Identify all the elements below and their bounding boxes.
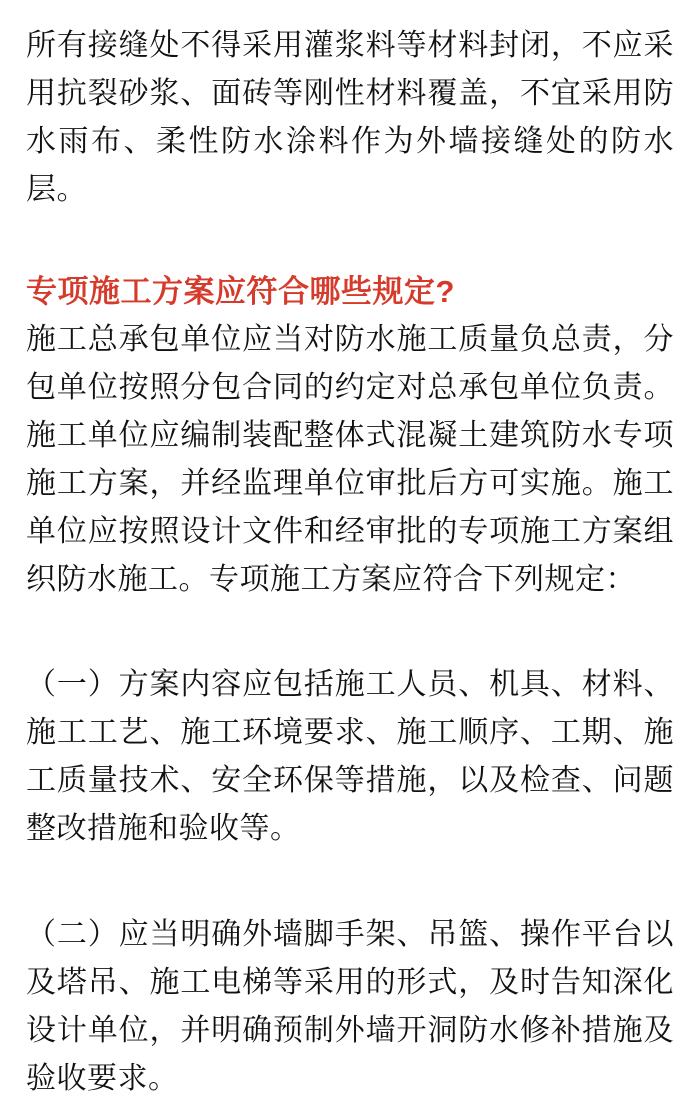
list-item-two: （二）应当明确外墙脚手架、吊篮、操作平台以及塔吊、施工电梯等采用的形式，及时告知深化设计单位，并明确预制外墙开洞防水修补措施及验收要求。 [26, 918, 674, 1095]
section-heading: 专项施工方案应符合哪些规定? [26, 274, 455, 309]
paragraph-seam-sealing: 所有接缝处不得采用灌浆料等材料封闭，不应采用抗裂砂浆、面砖等刚性材料覆盖，不宜采用防水雨布、柔性防水涂料作为外墙接缝处的防水层。 [26, 29, 674, 206]
paragraph-contractor-responsibility: 施工总承包单位应当对防水施工质量负总责，分包单位按照分包合同的约定对总承包单位负责。施工单位应编制装配整体式混凝土建筑防水专项施工方案，并经监理单位审批后方可实施。施工单位应按照设计文件和经审批的专项施工方案组织防水施工。专项施工方案应符合下列规定： [26, 323, 674, 596]
list-item-one: （一）方案内容应包括施工人员、机具、材料、施工工艺、施工环境要求、施工顺序、工期、施工质量技术、安全环保等措施，以及检查、问题整改措施和验收等。 [26, 668, 674, 845]
